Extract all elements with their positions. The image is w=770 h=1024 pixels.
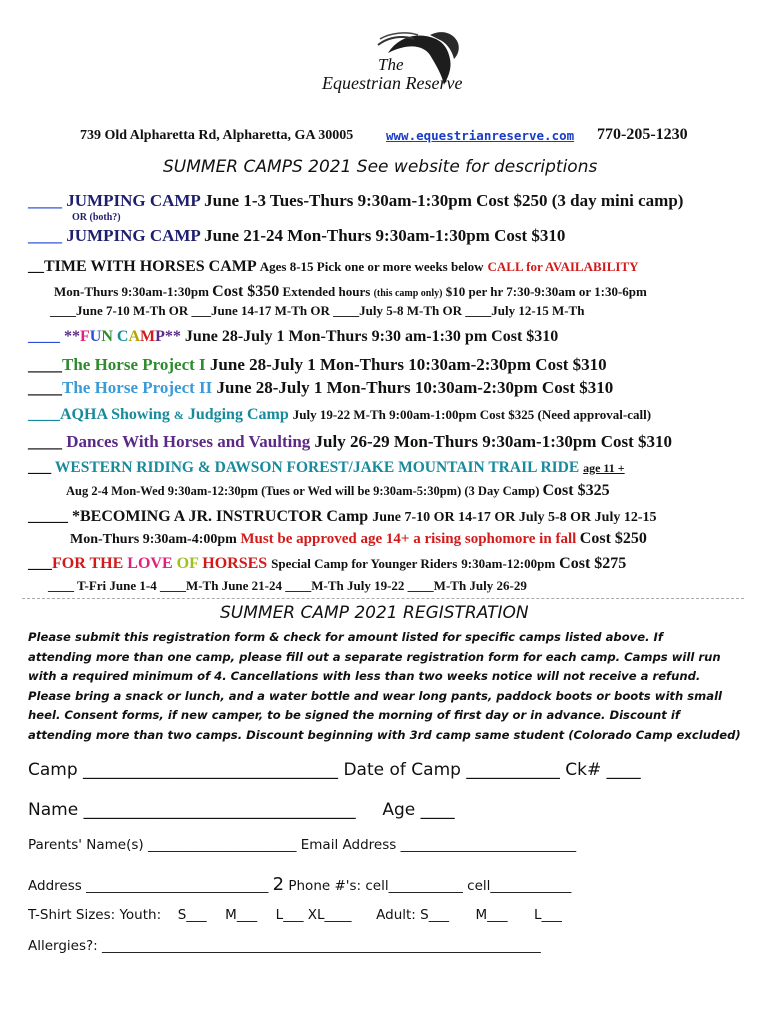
camp-jr-instructor [28,508,657,526]
camp-fun [28,328,558,346]
para-line: Please bring a snack or lunch, and a water bottle and wear long pants, paddock boots or boots with small [28,688,723,703]
registration-paragraph [28,628,748,746]
camp-horse-project-1 [28,355,607,375]
camp-ages: Ages 8-15 Pick one or more weeks below [259,259,484,274]
cell1-field[interactable]: ___________ [388,878,463,894]
camp-detail: July 19-22 M-Th 9:00am-1:00pm Cost $325 (Need approval-call) [292,407,652,422]
camp-label: Camp [28,760,78,780]
camp-name: LOVE [127,555,173,572]
logo-name: Equestrian Reserve [322,73,463,93]
logo [318,25,468,97]
phones-label: Phone #'s: cell [288,878,389,894]
address-label: Address [28,878,82,894]
para-line: Please submit this registration form & check for amount listed for specific camps listed above. If [28,630,663,644]
cost: Cost $325 [542,482,610,499]
para-line: heel. Consent forms, if new camper, to be signed the morning of first day or in advance. Discount if [28,708,680,723]
letter: U [89,328,102,345]
blank: ____ [28,355,62,374]
camp-name: WESTERN RIDING & DAWSON FOREST/JAKE MOUNTAIN TRAIL RIDE [54,459,580,476]
time: 9:30am-12:00pm [461,556,556,571]
camp-name: AQHA Showing [60,406,170,423]
adult-label[interactable]: Adult: S___ [376,907,449,923]
tshirt-label: T-Shirt Sizes: Youth: [28,907,162,923]
camp-detail: June 28-July 1 Mon-Thurs 10:30am-2:30pm Cost $310 [216,378,614,397]
blank: ____ [28,191,62,210]
camp-name: The Horse Project I [62,355,206,374]
camp-name: JUMPING CAMP [66,191,200,210]
date-field[interactable]: ___________ [466,760,560,780]
camp-name: The Horse Project II [62,378,213,397]
camp-time-with-horses [28,258,639,276]
twh-hours [54,283,647,301]
camp-western [28,459,625,477]
letter: P [155,328,165,345]
email-label: Email Address [300,837,397,853]
camp-jumping-1 [28,191,683,211]
cost: Cost $275 [559,555,627,572]
camp-detail: June 28-July 1 Mon-Thurs 9:30 am-1:30 pm Cost $310 [184,328,559,345]
camp-jumping-2 [28,226,565,246]
camp-name: Dances With Horses and Vaulting [66,432,311,451]
camp-dances [28,432,672,452]
youth-m[interactable]: M___ [225,907,258,923]
date-label: Date of Camp [343,760,461,780]
camp-horse-project-2 [28,378,613,398]
parents-label: Parents' Name(s) [28,837,144,853]
jr-details [70,530,647,548]
para-line: attending more than one camp, please fill out a separate registration form for each camp. Camps will run [28,649,721,664]
star: ** [164,328,181,345]
hours: Mon-Thurs 9:30am-1:30pm [54,284,209,299]
ck-label: Ck# [565,760,602,780]
age-label: Age [382,800,416,820]
age-note: age 11 + [583,461,625,475]
letter: M [140,328,156,345]
logo-the: The [378,55,404,74]
letter: F [80,328,90,345]
camp-name: OF [176,555,199,572]
cell2-field[interactable]: ____________ [490,878,572,894]
extended-cost: $10 per hr 7:30-9:30am or 1:30-6pm [445,284,647,299]
camp-love-of-horses [28,555,626,573]
camp-name: __TIME WITH HORSES CAMP [28,258,256,275]
blank: ____ [28,432,62,451]
email-field[interactable]: __________________________ [400,837,577,853]
registration-title: SUMMER CAMP 2021 REGISTRATION [220,603,529,623]
address-field[interactable]: ___________________________ [86,878,269,894]
blank: ____ [28,378,62,397]
camp-name: *BECOMING A JR. INSTRUCTOR Camp [72,508,369,525]
website-link[interactable]: www.equestrianreserve.com [386,128,575,143]
camp-field-row [28,760,641,780]
name-field[interactable]: ________________________________ [83,800,356,820]
allergies-row [28,938,541,954]
age-field[interactable]: ____ [420,800,455,820]
youth-s[interactable]: S___ [177,907,207,923]
parents-field[interactable]: ______________________ [147,837,297,853]
letter: C [116,328,129,345]
star: ** [64,328,80,345]
allergies-field[interactable]: _________________________________________________________________ [102,938,541,954]
camp-detail: July 26-29 Mon-Thurs 9:30am-1:30pm Cost $310 [314,432,673,451]
camp-detail: June 1-3 Tues-Thurs 9:30am-1:30pm Cost $250 (3 day mini camp) [204,191,684,210]
amp: & [173,408,184,422]
allergies-label: Allergies?: [28,938,98,954]
parents-field-row [28,837,576,853]
address: 739 Old Alpharetta Rd, Alpharetta, GA 30005 [80,128,354,143]
western-details [66,482,610,500]
camp-name: HORSES [202,555,268,572]
divider [22,598,744,599]
blank: ____ [28,328,60,345]
blank: _____ [28,508,68,525]
camp-field[interactable]: ______________________________ [83,760,339,780]
cost: Cost $250 [579,530,647,547]
para-line: with a required minimum of 4. Cancellations with less than two weeks notice will not receive a refund. [28,669,701,684]
tshirt-row [28,907,562,923]
adult-l[interactable]: L___ [534,907,562,923]
adult-m[interactable]: M___ [475,907,508,923]
youth-l[interactable]: L___ [275,907,304,923]
camp-detail: June 21-24 Mon-Thurs 9:30am-1:30pm Cost $310 [204,226,566,245]
extended: Extended hours [282,284,371,299]
letter: A [128,328,141,345]
name-field-row [28,800,455,820]
blank: ___ [28,459,52,476]
twh-weeks: ____June 7-10 M-Th OR ___June 14-17 M-Th OR ____July 5-8 M-Th OR ____July 12-15 M-Th [50,303,585,318]
youth-xl[interactable]: XL____ [307,907,352,923]
small-note: (this camp only) [373,288,443,299]
cell2-label: cell [467,878,491,894]
requirement: Must be approved age 14+ a rising sophomore in fall [240,531,577,547]
love-weeks: ____ T-Fri June 1-4 ____M-Th June 21-24 ____M-Th July 19-22 ____M-Th July 26-29 [48,578,527,593]
camp-name: JUMPING CAMP [66,226,200,245]
camp-dates: June 7-10 OR 14-17 OR July 5-8 OR July 12-15 [372,510,657,525]
blank: ____ [28,226,62,245]
camp-aqha [28,406,651,424]
name-label: Name [28,800,79,820]
call-note: CALL for AVAILABILITY [487,259,639,274]
camp-name: Judging Camp [187,406,289,423]
letter: N [101,328,113,345]
page-title: SUMMER CAMPS 2021 See website for descriptions [163,157,598,177]
camp-detail: Aug 2-4 Mon-Wed 9:30am-12:30pm (Tues or Wed will be 9:30am-5:30pm) (3 Day Camp) [66,484,540,498]
phones-num: 2 [272,874,285,895]
blank: ____ [28,406,60,423]
special: Special Camp for Younger Riders [271,556,458,571]
blank: ___ [28,555,52,572]
cost: Cost $350 [212,283,280,300]
hours: Mon-Thurs 9:30am-4:00pm [70,532,237,547]
address-field-row [28,874,571,895]
camp-name: FOR THE [52,555,124,572]
para-line: attending more than two camps. Discount beginning with 3rd camp same student (Colorado Camp excluded) [28,727,741,742]
or-both: OR (both?) [72,212,121,223]
ck-field[interactable]: ____ [606,760,641,780]
camp-detail: June 28-July 1 Mon-Thurs 10:30am-2:30pm Cost $310 [209,355,607,374]
phone: 770-205-1230 [597,126,688,143]
